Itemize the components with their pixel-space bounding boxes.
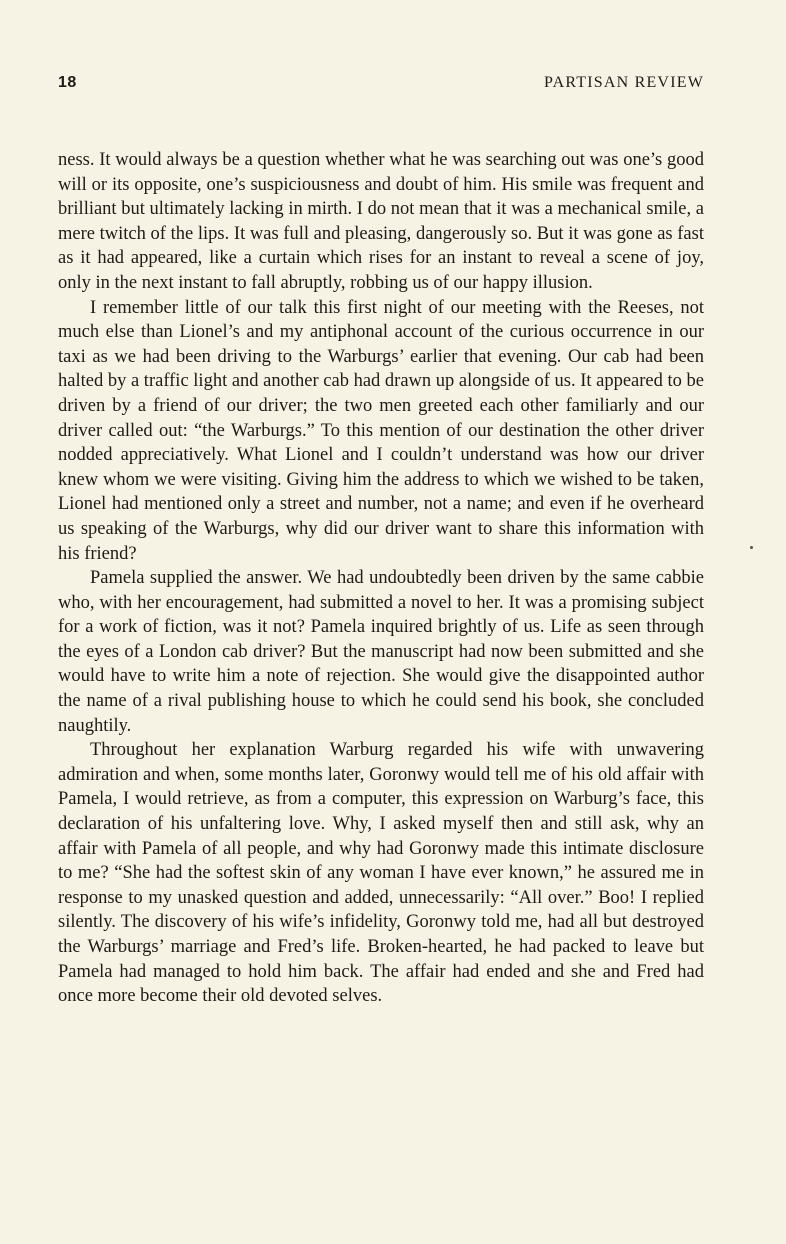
margin-speck bbox=[750, 546, 753, 549]
running-head bbox=[58, 74, 704, 98]
body-text bbox=[58, 148, 704, 1009]
paragraph-pamela-answer: Pamela supplied the answer. We had undoubtedly been driven by the same cabbie who, with her encouragement, had submitted a novel to her. It was a promising subject for a work of fiction, was it not? Pamela inquired brightly of us. Life as seen through the eyes of a London cab driver? But the manuscript had now been submitted and she would have to write him a note of rejection. She would give the disappointed author the name of a rival publishing house to which he could send his book, she concluded naughtily. bbox=[58, 568, 704, 736]
paragraph-continuation: ness. It would always be a question whether what he was searching out was one’s good will or its opposite, one’s suspiciousness and doubt of him. His smile was frequent and brilliant but ultimately lacking in mirth. I do not mean that it was a mechanical smile, a mere twitch of the lips. It was full and pleasing, dangerously so. But it was gone as fast as it had appeared, like a curtain which rises for an instant to reveal a scene of joy, only in the next instant to fall abruptly, robbing us of our happy illusion. bbox=[58, 150, 704, 293]
paragraph-reeses-taxi: I remember little of our talk this first night of our meeting with the Reeses, not much else than Lionel’s and my antiphonal account of the curious occurrence in our taxi as we had been driving to the Warburgs’ earlier that evening. Our cab had been halted by a traffic light and another cab had drawn up alongside of us. It appeared to be driven by a friend of our driver; the two men greeted each other familiarly and our driver called out: “the Warburgs.” To this mention of our destination the other driver nodded appreciatively. What Lionel and I couldn’t understand was how our driver knew whom we were visiting. Giving him the address to which we wished to be taken, Lionel had mentioned only a street and number, not a name; and even if he overheard us speaking of the Warburgs, why did our driver want to share this information with his friend? bbox=[58, 297, 704, 564]
journal-title: PARTISAN REVIEW bbox=[543, 74, 704, 91]
page-number: 18 bbox=[58, 74, 77, 91]
paragraph-warburg-admiration: Throughout her explanation Warburg regarded his wife with unwavering admiration and when, some months later, Goronwy would tell me of his old affair with Pamela, I would retrieve, as from a computer, this expression on Warburg’s face, this declaration of his unfaltering love. Why, I asked myself then and still ask, why an affair with Pamela of all people, and why had Goronwy made this intimate disclosure to me? “She had the softest skin of any woman I have ever known,” he assured me in response to my unasked question and added, unnecessarily: “All over.” Boo! I replied silently. The discovery of his wife’s infidelity, Goronwy told me, had all but destroyed the Warburgs’ marriage and Fred’s life. Broken-hearted, he had packed to leave but Pamela had managed to hold him back. The affair had ended and she and Fred had once more become their old devoted selves. bbox=[58, 740, 704, 1007]
